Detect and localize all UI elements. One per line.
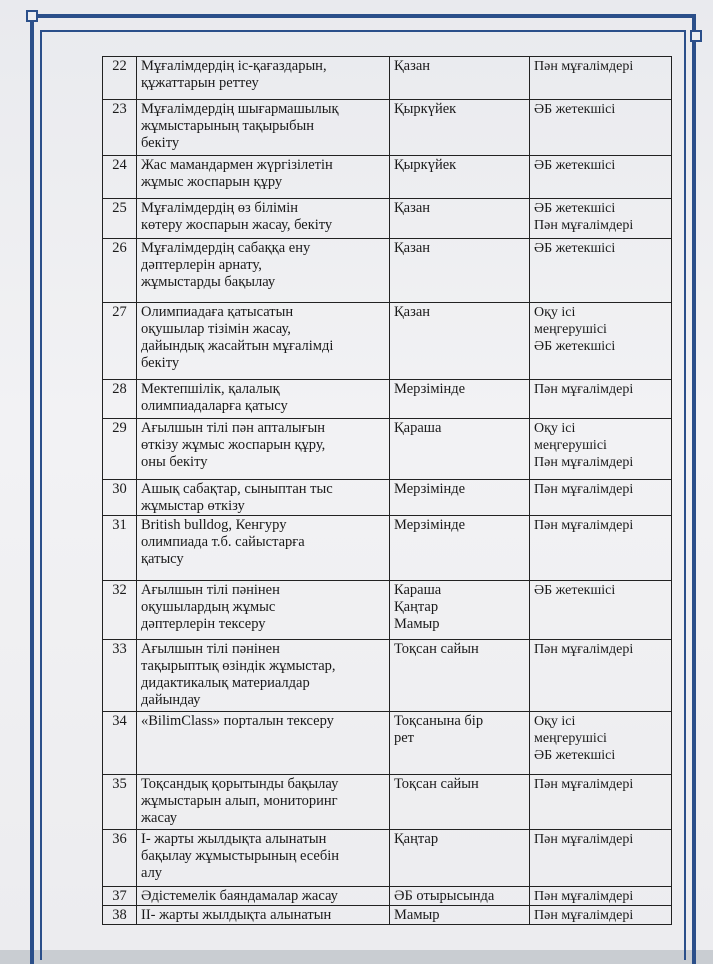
responsible-line: Пән мұғалімдері xyxy=(534,889,634,904)
task-line: British bulldog, Кенгуру xyxy=(141,517,287,533)
responsible-line: Пән мұғалімдері xyxy=(534,777,634,792)
responsible-line: Оқу ісі xyxy=(534,714,576,729)
task-cell xyxy=(137,640,390,712)
deadline-cell xyxy=(390,199,530,239)
row-number-cell: 37 xyxy=(103,887,137,906)
row-number-cell: 27 xyxy=(103,303,137,380)
table-row xyxy=(103,640,672,712)
responsible-line: ӘБ жетекшісі xyxy=(534,158,616,173)
responsible-line: ӘБ жетекшісі xyxy=(534,241,616,256)
task-line: дидактикалық материалдар xyxy=(141,675,310,691)
row-number-cell: 34 xyxy=(103,712,137,775)
table-row xyxy=(103,516,672,581)
task-line: Ағылшын тілі пән апталығын xyxy=(141,420,326,436)
table-row xyxy=(103,712,672,775)
task-cell xyxy=(137,830,390,887)
row-number-cell: 31 xyxy=(103,516,137,581)
responsible-line: ӘБ жетекшісі xyxy=(534,339,616,354)
table-row xyxy=(103,100,672,156)
row-number-cell: 23 xyxy=(103,100,137,156)
row-number-cell: 36 xyxy=(103,830,137,887)
task-cell xyxy=(137,906,390,925)
row-number-cell: 22 xyxy=(103,57,137,100)
deadline-cell xyxy=(390,303,530,380)
responsible-cell xyxy=(530,419,672,480)
responsible-line: Пән мұғалімдері xyxy=(534,59,634,74)
task-line: Ашық сабақтар, сыныптан тыс xyxy=(141,481,333,497)
task-line: өткізу жұмыс жоспарын құру, xyxy=(141,437,326,453)
task-cell xyxy=(137,380,390,419)
responsible-line: Оқу ісі xyxy=(534,421,576,436)
row-number-cell: 24 xyxy=(103,156,137,199)
deadline-cell xyxy=(390,419,530,480)
work-plan-table xyxy=(102,56,672,925)
responsible-line: Пән мұғалімдері xyxy=(534,518,634,533)
task-line: ІІ- жарты жылдықта алынатын xyxy=(141,907,332,923)
table-row xyxy=(103,199,672,239)
task-cell xyxy=(137,887,390,906)
deadline-cell xyxy=(390,775,530,830)
row-number-cell: 29 xyxy=(103,419,137,480)
task-line: олимпиадаларға қатысу xyxy=(141,398,288,414)
task-line: дәптерлерін тексеру xyxy=(141,616,266,632)
responsible-cell xyxy=(530,480,672,516)
deadline-line: Қазан xyxy=(394,58,431,74)
row-number-cell: 33 xyxy=(103,640,137,712)
deadline-line: Тоқсанына бір xyxy=(394,713,484,729)
row-number-cell: 25 xyxy=(103,199,137,239)
task-line: Мұғалімдердің өз білімін xyxy=(141,200,298,216)
responsible-cell xyxy=(530,199,672,239)
responsible-line: Пән мұғалімдері xyxy=(534,832,634,847)
deadline-cell xyxy=(390,239,530,303)
task-cell xyxy=(137,516,390,581)
responsible-cell xyxy=(530,516,672,581)
deadline-line: Мамыр xyxy=(394,907,440,923)
task-line: жұмыстар өткізу xyxy=(141,498,245,514)
deadline-cell xyxy=(390,581,530,640)
task-line: бақылау жұмыстырының есебін xyxy=(141,848,340,864)
deadline-line: рет xyxy=(394,730,415,746)
frame-corner-ornament xyxy=(690,30,702,42)
row-number-cell: 32 xyxy=(103,581,137,640)
table-row xyxy=(103,581,672,640)
deadline-cell xyxy=(390,480,530,516)
deadline-line: Қаңтар xyxy=(394,599,439,615)
deadline-line: Мамыр xyxy=(394,616,440,632)
task-line: бекіту xyxy=(141,135,180,151)
frame-corner-ornament xyxy=(26,10,38,22)
task-line: бекіту xyxy=(141,355,180,371)
row-number-cell: 35 xyxy=(103,775,137,830)
task-line: тақырыптық өзіндік жұмыстар, xyxy=(141,658,336,674)
responsible-line: Пән мұғалімдері xyxy=(534,455,634,470)
table-row xyxy=(103,480,672,516)
task-line: оқушылардың жұмыс xyxy=(141,599,276,615)
responsible-cell xyxy=(530,712,672,775)
task-line: Ағылшын тілі пәнінен xyxy=(141,582,280,598)
row-number-cell: 28 xyxy=(103,380,137,419)
table-row xyxy=(103,830,672,887)
deadline-cell xyxy=(390,57,530,100)
deadline-line: Мерзімінде xyxy=(394,517,466,533)
table-row xyxy=(103,906,672,925)
task-line: дайындау xyxy=(141,692,201,708)
work-plan-table-body xyxy=(103,57,672,925)
responsible-cell xyxy=(530,57,672,100)
responsible-cell xyxy=(530,239,672,303)
responsible-cell xyxy=(530,640,672,712)
deadline-cell xyxy=(390,380,530,419)
responsible-line: Оқу ісі xyxy=(534,305,576,320)
task-line: жұмыстарын алып, мониторинг xyxy=(141,793,338,809)
deadline-line: Қыркүйек xyxy=(394,157,457,173)
task-line: жұмыстарды бақылау xyxy=(141,274,276,290)
task-cell xyxy=(137,57,390,100)
task-line: І- жарты жылдықта алынатын xyxy=(141,831,327,847)
deadline-line: Қаңтар xyxy=(394,831,439,847)
task-line: Мұғалімдердің шығармашылық xyxy=(141,101,339,117)
task-line: алу xyxy=(141,865,163,881)
task-cell xyxy=(137,581,390,640)
task-line: оны бекіту xyxy=(141,454,208,470)
table-row xyxy=(103,887,672,906)
task-cell xyxy=(137,480,390,516)
task-cell xyxy=(137,419,390,480)
responsible-cell xyxy=(530,775,672,830)
responsible-line: ӘБ жетекшісі xyxy=(534,583,616,598)
task-line: оқушылар тізімін жасау, xyxy=(141,321,291,337)
task-line: Мектепшілік, қалалық xyxy=(141,381,280,397)
deadline-line: Қыркүйек xyxy=(394,101,457,117)
deadline-cell xyxy=(390,906,530,925)
responsible-line: ӘБ жетекшісі xyxy=(534,201,616,216)
task-line: көтеру жоспарын жасау, бекіту xyxy=(141,217,333,233)
deadline-cell xyxy=(390,640,530,712)
task-line: Әдістемелік баяндамалар жасау xyxy=(141,888,338,904)
deadline-line: Мерзімінде xyxy=(394,381,466,397)
responsible-cell xyxy=(530,906,672,925)
table-row xyxy=(103,380,672,419)
deadline-cell xyxy=(390,887,530,906)
table-row xyxy=(103,775,672,830)
task-line: дәптерлерін арнату, xyxy=(141,257,262,273)
task-line: дайындық жасайтын мұғалімді xyxy=(141,338,334,354)
deadline-line: Караша xyxy=(394,582,442,598)
table-row xyxy=(103,419,672,480)
responsible-line: меңгерушісі xyxy=(534,322,607,337)
task-cell xyxy=(137,712,390,775)
task-cell xyxy=(137,156,390,199)
responsible-cell xyxy=(530,100,672,156)
responsible-line: Пән мұғалімдері xyxy=(534,908,634,923)
task-cell xyxy=(137,100,390,156)
task-cell xyxy=(137,775,390,830)
task-line: жұмыстарының тақырыбын xyxy=(141,118,315,134)
task-line: жасау xyxy=(141,810,178,826)
deadline-cell xyxy=(390,156,530,199)
task-line: Тоқсандық қорытынды бақылау xyxy=(141,776,339,792)
table-row xyxy=(103,156,672,199)
row-number-cell: 30 xyxy=(103,480,137,516)
task-line: Мұғалімдердің сабаққа ену xyxy=(141,240,311,256)
task-line: олимпиада т.б. сайыстарға xyxy=(141,534,305,550)
responsible-cell xyxy=(530,581,672,640)
deadline-line: Қазан xyxy=(394,304,431,320)
responsible-line: ӘБ жетекшісі xyxy=(534,102,616,117)
responsible-cell xyxy=(530,303,672,380)
deadline-line: ӘБ отырысында xyxy=(394,888,495,904)
responsible-line: меңгерушісі xyxy=(534,438,607,453)
row-number-cell: 38 xyxy=(103,906,137,925)
table-row xyxy=(103,57,672,100)
deadline-cell xyxy=(390,516,530,581)
deadline-line: Тоқсан сайын xyxy=(394,641,479,657)
deadline-line: Мерзімінде xyxy=(394,481,466,497)
task-line: Жас мамандармен жүргізілетін xyxy=(141,157,333,173)
task-line: қатысу xyxy=(141,551,184,567)
responsible-line: меңгерушісі xyxy=(534,731,607,746)
task-line: Мұғалімдердің іс-қағаздарын, xyxy=(141,58,327,74)
responsible-line: ӘБ жетекшісі xyxy=(534,748,616,763)
task-line: Олимпиадаға қатысатын xyxy=(141,304,294,320)
task-cell xyxy=(137,199,390,239)
deadline-cell xyxy=(390,830,530,887)
responsible-line: Пән мұғалімдері xyxy=(534,642,634,657)
deadline-cell xyxy=(390,100,530,156)
responsible-cell xyxy=(530,156,672,199)
deadline-line: Тоқсан сайын xyxy=(394,776,479,792)
responsible-line: Пән мұғалімдері xyxy=(534,382,634,397)
task-line: жұмыс жоспарын құру xyxy=(141,174,283,190)
task-line: Ағылшын тілі пәнінен xyxy=(141,641,280,657)
table-row xyxy=(103,239,672,303)
task-line: құжаттарын реттеу xyxy=(141,75,259,91)
deadline-line: Қазан xyxy=(394,200,431,216)
responsible-cell xyxy=(530,887,672,906)
row-number-cell: 26 xyxy=(103,239,137,303)
responsible-line: Пән мұғалімдері xyxy=(534,482,634,497)
deadline-cell xyxy=(390,712,530,775)
responsible-cell xyxy=(530,830,672,887)
responsible-line: Пән мұғалімдері xyxy=(534,218,634,233)
task-cell xyxy=(137,303,390,380)
task-cell xyxy=(137,239,390,303)
task-line: «BilimClass» порталын тексеру xyxy=(141,713,334,729)
table-row xyxy=(103,303,672,380)
responsible-cell xyxy=(530,380,672,419)
deadline-line: Қазан xyxy=(394,240,431,256)
deadline-line: Қараша xyxy=(394,420,442,436)
